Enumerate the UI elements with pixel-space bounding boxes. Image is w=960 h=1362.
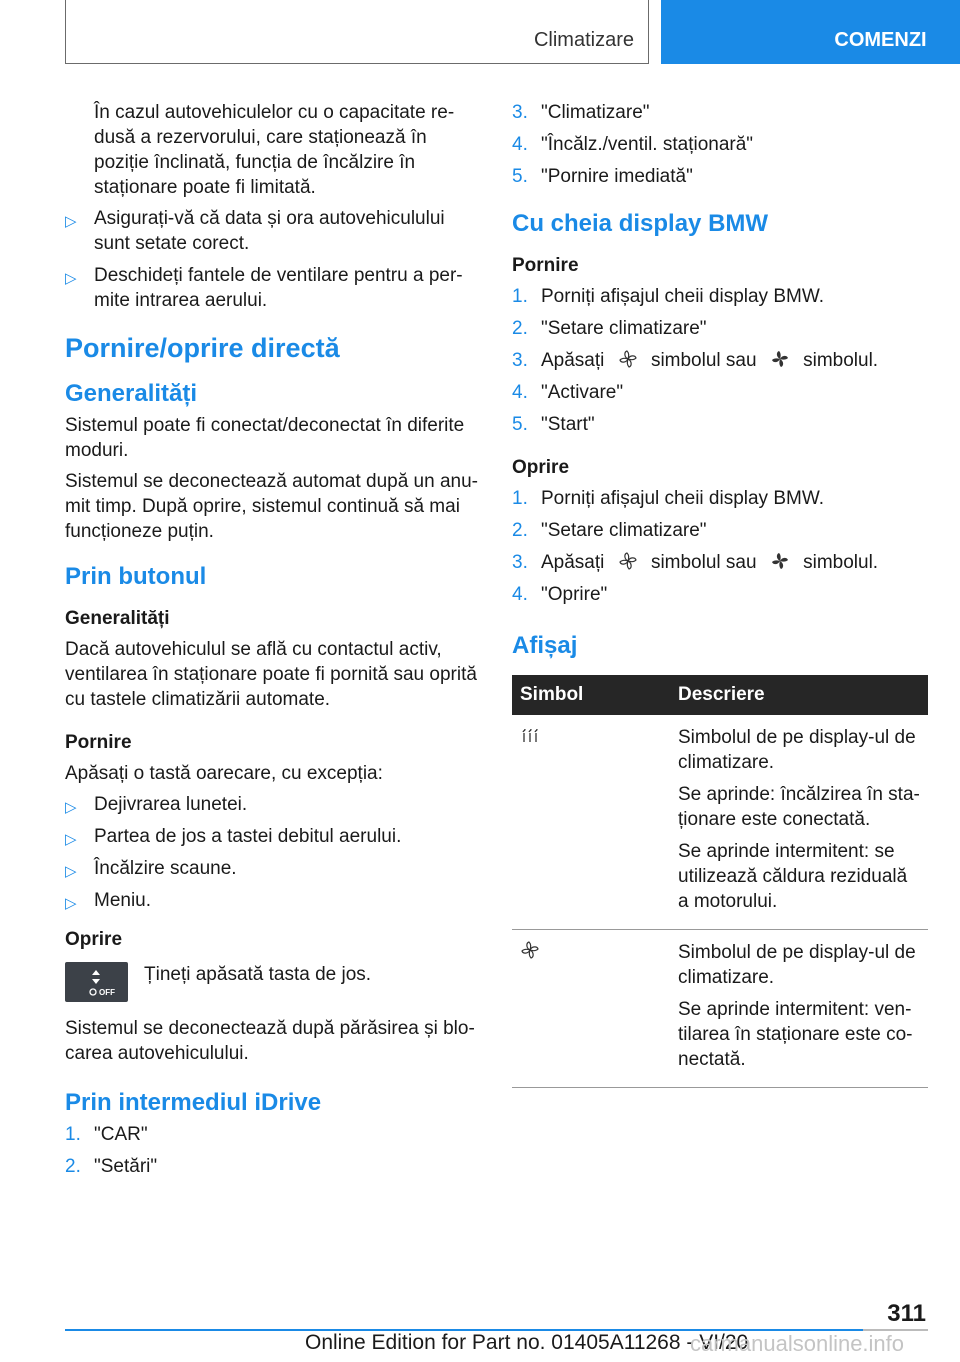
list-item: 1. Porniți afișajul cheii display BMW. <box>512 286 824 307</box>
list-item: 5. "Start" <box>512 414 595 435</box>
tab-comenzi[interactable]: COMENZI <box>834 29 927 51</box>
heading-display: Afișaj <box>512 632 578 659</box>
subheading-stop: Oprire <box>65 929 123 950</box>
heading-general: Generalități <box>65 380 198 407</box>
heading-direct: Pornire/oprire directă <box>65 333 340 363</box>
fan-icon <box>520 940 540 960</box>
triangle-bullet-icon: ▷ <box>65 213 77 230</box>
triangle-bullet-icon: ▷ <box>65 895 77 912</box>
paragraph: Sistemul se deconectează după părăsirea și blocarea autovehiculului. <box>65 1018 475 1064</box>
paragraph: Dacă autovehiculul se află cu contactul activ, ventilarea în staționare poate fi pornită sau oprită cu tastele climatizării automate. <box>65 639 477 710</box>
list-item: 3. "Climatizare" <box>512 102 650 123</box>
list-item: 4. "Activare" <box>512 382 624 403</box>
watermark: carmanualsonline.info <box>690 1331 905 1356</box>
header-tab[interactable] <box>661 0 960 64</box>
fan-icon <box>618 349 638 369</box>
table-row <box>512 930 928 1088</box>
edition-text: Online Edition for Part no. 01405A11268 - VI/20 <box>305 1331 749 1354</box>
off-label: OFF <box>99 988 115 997</box>
list-item: 4. "Încălz./ventil. staționară" <box>512 134 754 155</box>
list-item: 2. "Setare climatizare" <box>512 318 707 339</box>
description-line: Se aprinde intermitent: se utilizează căldura reziduală a motorului. <box>678 841 908 912</box>
table-header: Simbol <box>512 675 670 715</box>
description-line: Se aprinde: încălzirea în staționare este conectată. <box>678 784 920 830</box>
fan-icon <box>618 551 638 571</box>
heading-button: Prin butonul <box>65 563 207 590</box>
paragraph: Țineți apăsată tasta de jos. <box>144 964 372 985</box>
heat-icon <box>520 725 540 745</box>
description-line: Simbolul de pe display-ul de climatizare. <box>678 727 916 773</box>
fan-filled-icon <box>770 349 790 369</box>
list-item: 1. "CAR" <box>65 1124 148 1145</box>
triangle-bullet-icon: ▷ <box>65 270 77 287</box>
subheading-stop: Oprire <box>512 457 570 478</box>
stop-button-row <box>65 962 480 1002</box>
section-title: Climatizare <box>533 29 634 51</box>
right-column <box>512 100 928 1088</box>
description-line: Se aprinde intermitent: ventilarea în staționare este conectată. <box>678 999 913 1070</box>
table-row <box>512 715 928 930</box>
paragraph: Sistemul se deconectează automat după un anumit timp. După oprire, sistemul continuă să mai funcționeze puțin. <box>65 471 478 542</box>
symbol-table <box>512 675 928 1088</box>
list-item: 5. "Pornire imediată" <box>512 166 693 187</box>
triangle-bullet-icon: ▷ <box>65 799 77 816</box>
list-item: 2. "Setare climatizare" <box>512 520 707 541</box>
list-item: 4. "Oprire" <box>512 584 608 605</box>
left-column <box>65 100 480 1186</box>
list-item: 2. "Setări" <box>65 1156 158 1177</box>
list-item: ▷ Partea de jos a tastei debitul aerului. <box>65 824 480 849</box>
list-item: ▷ Încălzire scaune. <box>65 856 480 881</box>
heading-idrive: Prin intermediul iDrive <box>65 1089 322 1116</box>
list-item: ▷ Meniu. <box>65 888 480 913</box>
paragraph: Sistemul poate fi conectat/deconectat în diferite moduri. <box>65 415 465 461</box>
fan-off-icon <box>65 962 128 1002</box>
list-item: 3. Apăsați simbolul sau simbolul. <box>512 350 879 371</box>
header-section-box <box>65 0 649 64</box>
fan-off-button-image <box>65 962 128 1002</box>
list-item: ▷ Asigurați-vă că data și ora autovehiculului sunt setate corect. <box>65 208 445 254</box>
list-item: 3. Apăsați simbolul sau simbolul. <box>512 552 879 573</box>
subheading-general: Generalități <box>65 608 170 629</box>
list-item: 1. Porniți afișajul cheii display BMW. <box>512 488 824 509</box>
subheading-start: Pornire <box>65 732 132 753</box>
paragraph: Apăsați o tastă oarecare, cu excepția: <box>65 763 383 784</box>
description-line: Simbolul de pe display-ul de climatizare. <box>678 942 916 988</box>
triangle-bullet-icon: ▷ <box>65 863 77 880</box>
heading-key: Cu cheia display BMW <box>512 210 769 237</box>
list-item: ▷ Dejivrarea lunetei. <box>65 792 480 817</box>
triangle-bullet-icon: ▷ <box>65 831 77 848</box>
subheading-start: Pornire <box>512 255 579 276</box>
intro-paragraph: În cazul autovehiculelor cu o capacitate redusă a rezervorului, care staționează în poziție înclinată, funcția de încălzire în staționare poate fi limitată. <box>94 102 455 198</box>
page-number: 311 <box>887 1300 926 1327</box>
table-header: Descriere <box>670 675 928 715</box>
fan-filled-icon <box>770 551 790 571</box>
list-item: ▷ Deschideți fantele de ventilare pentru a permite intrarea aerului. <box>65 265 463 311</box>
